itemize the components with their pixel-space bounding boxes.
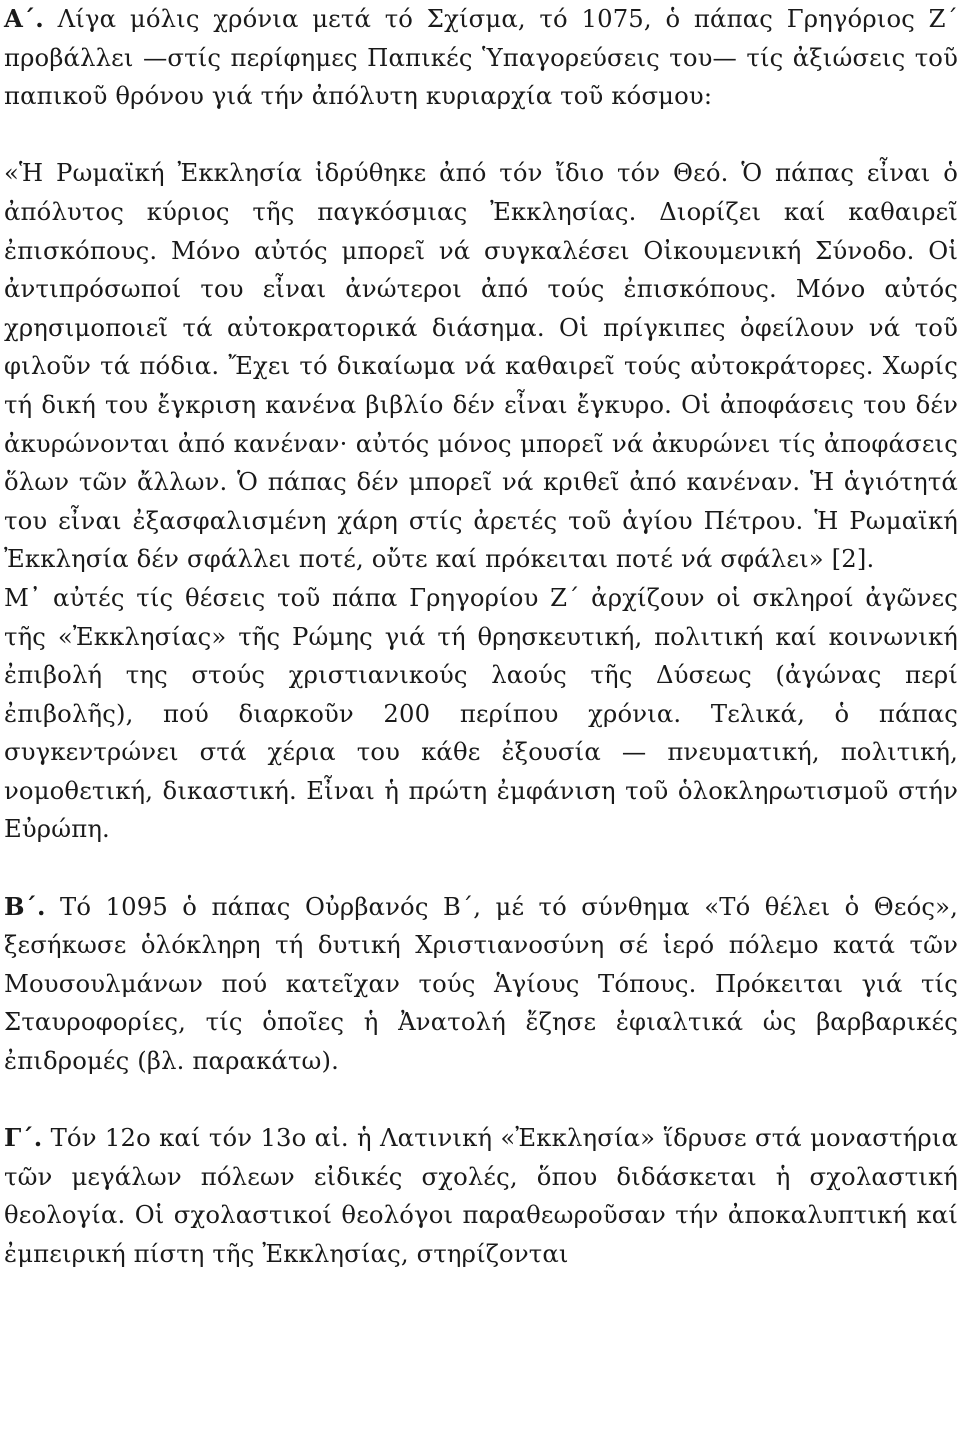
document-page <box>4 0 958 1274</box>
section-b-text: Τό 1095 ὁ πάπας Οὐρβανός Β΄, μέ τό σύνθημα «Τό θέλει ὁ Θεός», ξεσήκωσε ὁλόκληρη τή δυτική Χριστιανοσύνη σέ ἱερό πόλεμο κατά τῶν Μουσουλμάνων πού κατεῖχαν τούς Ἁγίους Τόπους. Πρόκειται γιά τίς Σταυροφορίες, τίς ὁποῖες ἡ Ἀνατολή ἔζησε ἐφιαλτικά ὡς βαρβαρικές ἐπιδρομές (βλ. παρακάτω). <box>4 891 959 1076</box>
paragraph-gap <box>4 1081 958 1120</box>
section-c-text: Τόν 12ο καί τόν 13ο αἰ. ἡ Λατινική «Ἐκκλησία» ἵδρυσε στά μοναστήρια τῶν μεγάλων πόλεων εἰδικές σχολές, ὅπου διδάσκεται ἡ σχολαστική θεολογία. Οἱ σχολαστικοί θεολόγοι παραθεωροῦσαν τήν ἀποκαλυπτική καί ἐμπειρική πίστη τῆς Ἐκκλησίας, στηρίζονται <box>4 1123 958 1268</box>
section-marker-a: Α΄. <box>4 4 44 33</box>
section-c-paragraph <box>4 1119 958 1273</box>
section-a-intro <box>4 0 958 116</box>
section-a-commentary: Μ᾽ αὐτές τίς θέσεις τοῦ πάπα Γρηγορίου Ζ΄ ἀρχίζουν οἱ σκληροί ἀγῶνες τῆς «Ἐκκλησίας» τῆς Ρώμης γιά τή θρησκευτική, πολιτική καί κοινωνική ἐπιβολή της στούς χριστιανικούς λαούς τῆς Δύσεως (ἀγώνας περί ἐπιβολῆς), πού διαρκοῦν 200 περίπου χρόνια. Τελικά, ὁ πάπας συγκεντρώνει στά χέρια του κάθε ἐξουσία — πνευματική, πολιτική, νομοθετική, δικαστική. Εἶναι ἡ πρώτη ἐμφάνιση τοῦ ὁλοκληρωτισμοῦ στήν Εὐρώπη. <box>4 582 958 844</box>
paragraph-gap <box>4 849 958 888</box>
section-a-intro-text: Λίγα μόλις χρόνια μετά τό Σχίσμα, τό 1075, ὁ πάπας Γρηγόριος Ζ΄ προβάλλει —στίς περίφημες Παπικές Ὑπαγορεύσεις του— τίς ἀξιώσεις τοῦ παπικοῦ θρόνου γιά τήν ἀπόλυτη κυριαρχία τοῦ κόσμου: <box>4 4 958 111</box>
paragraph-gap <box>4 116 958 155</box>
section-marker-c: Γ΄. <box>4 1123 43 1153</box>
section-b-paragraph <box>4 888 958 1081</box>
papal-dictates-quote: «Ἡ Ρωμαϊκή Ἐκκλησία ἱδρύθηκε ἀπό τόν ἴδιο τόν Θεό. Ὁ πάπας εἶναι ὁ ἀπόλυτος κύριος τῆς παγκόσμιας Ἐκκλησίας. Διορίζει καί καθαιρεῖ ἐπισκόπους. Μόνο αὐτός μπορεῖ νά συγκαλέσει Οἰκουμενική Σύνοδο. Οἱ ἀντιπρόσωποί του εἶναι ἀνώτεροι ἀπό τούς ἐπισκόπους. Μόνο αὐτός χρησιμοποιεῖ τά αὐτοκρατορικά διάσημα. Οἱ πρίγκιπες ὀφείλουν νά τοῦ φιλοῦν τά πόδια. Ἔχει τό δικαίωμα νά καθαιρεῖ τούς αὐτοκράτορες. Χωρίς τή δική του ἔγκριση κανένα βιβλίο δέν εἶναι ἔγκυρο. Οἱ ἀποφάσεις του δέν ἀκυρώνονται ἀπό κανέναν· αὐτός μόνος μπορεῖ νά ἀκυρώνει τίς ἀποφάσεις ὅλων τῶν ἄλλων. Ὁ πάπας δέν μπορεῖ νά κριθεῖ ἀπό κανέναν. Ἡ ἁγιότητά του εἶναι ἐξασφαλισμένη χάρη στίς ἀρετές τοῦ ἁγίου Πέτρου. Ἡ Ρωμαϊκή Ἐκκλησία δέν σφάλλει ποτέ, οὔτε καί πρόκειται ποτέ νά σφάλει» [2]. <box>4 158 958 574</box>
section-marker-b: Β΄. <box>4 891 46 921</box>
